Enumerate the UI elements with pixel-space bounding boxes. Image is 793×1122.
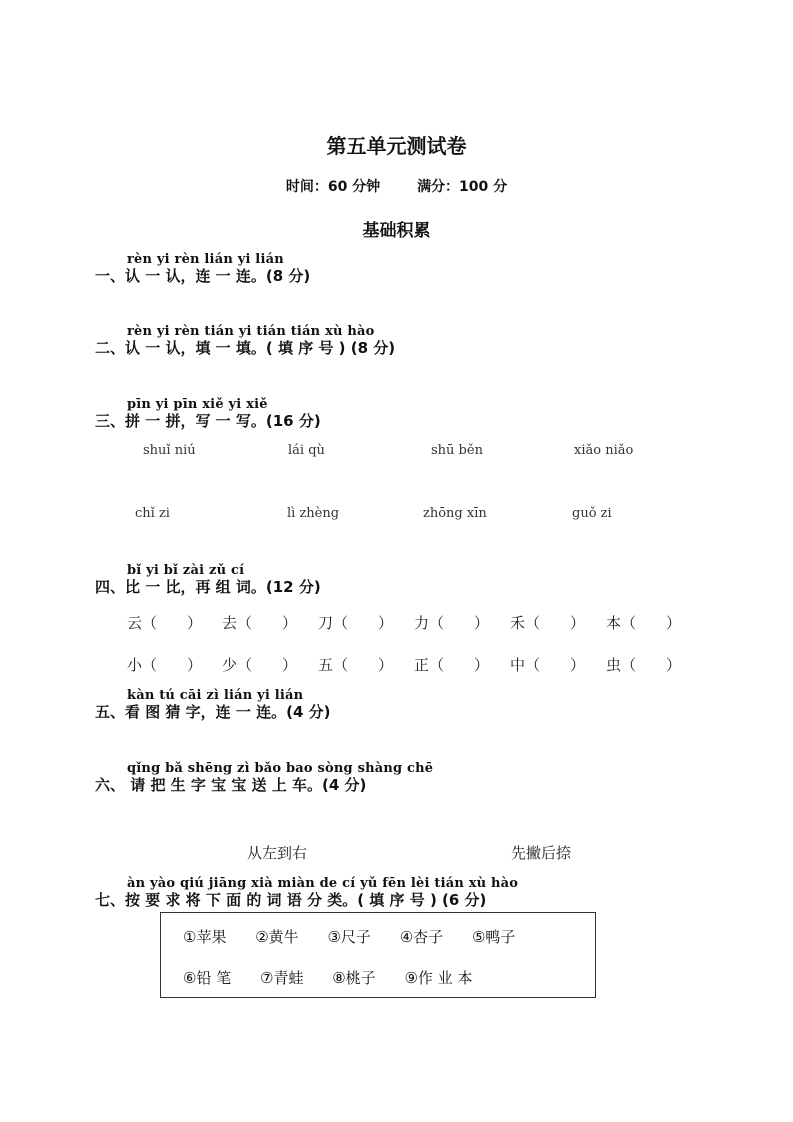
word-item: ⑧桃子 xyxy=(332,969,376,987)
word-item: ④杏子 xyxy=(399,928,444,946)
pinyin-item: zhōng xīn xyxy=(423,506,487,521)
question-text: 一、认 一 认，连 一 连。(8 分) xyxy=(95,267,311,285)
question-text: 六、 请 把 生 字 宝 宝 送 上 车。(4 分) xyxy=(95,776,367,794)
pinyin-item: chǐ zi xyxy=(135,506,170,521)
word-item: ⑤鸭子 xyxy=(471,928,516,946)
word-bank-row xyxy=(183,926,539,947)
word-blank: 五（ ） xyxy=(318,656,394,674)
word-blank: 力（ ） xyxy=(414,614,490,632)
page-title: 第五单元测试卷 xyxy=(326,134,467,158)
word-blank: 禾（ ） xyxy=(510,614,586,632)
word-blank: 中（ ） xyxy=(510,656,586,674)
question-text: 七、按 要 求 将 下 面 的 词 语 分 类。( 填 序 号 ) (6 分) xyxy=(95,891,487,909)
pinyin-item: guǒ zi xyxy=(572,506,612,521)
pinyin-item: shū běn xyxy=(431,443,483,458)
question-text: 五、看 图 猜 字，连 一 连。(4 分) xyxy=(95,703,331,721)
question-text: 二、认 一 认，填 一 填。( 填 序 号 ) (8 分) xyxy=(95,339,396,357)
word-blank: 虫（ ） xyxy=(606,656,682,674)
full-score: 满分：100 分 xyxy=(417,179,508,195)
section-heading: 基础积累 xyxy=(362,221,431,241)
question-pinyin: pīn yi pīn xiě yi xiě xyxy=(127,397,268,412)
word-blank: 云（ ） xyxy=(127,614,203,632)
question-text: 三、拼 一 拼，写 一 写。(16 分) xyxy=(95,412,321,430)
word-item: ③尺子 xyxy=(327,928,371,946)
word-item: ⑦青蛙 xyxy=(260,969,304,987)
pinyin-item: lái qù xyxy=(288,443,325,458)
stroke-rule-label: 从左到右 xyxy=(247,844,308,862)
word-blank: 刀（ ） xyxy=(318,614,394,632)
pinyin-item: shuǐ niú xyxy=(143,443,196,458)
word-blank: 小（ ） xyxy=(127,656,203,674)
question-pinyin: àn yào qiú jiāng xià miàn de cí yǔ fēn lèi tián xù hào xyxy=(127,876,519,891)
question-pinyin: bǐ yi bǐ zài zǔ cí xyxy=(127,563,245,578)
word-item: ②黄牛 xyxy=(255,928,299,946)
word-blank: 正（ ） xyxy=(414,656,490,674)
question-text: 四、比 一 比，再 组 词。(12 分) xyxy=(95,578,321,596)
question-pinyin: rèn yi rèn lián yi lián xyxy=(127,252,284,267)
word-bank-box xyxy=(160,912,596,998)
question-pinyin: rèn yi rèn tián yi tián tián xù hào xyxy=(127,324,375,339)
word-blank: 去（ ） xyxy=(222,614,298,632)
question-pinyin: kàn tú cāi zì lián yi lián xyxy=(127,688,304,703)
exam-info xyxy=(0,176,793,196)
word-blank: 本（ ） xyxy=(606,614,682,632)
word-blank: 少（ ） xyxy=(222,656,298,674)
word-item: ⑥铅 笔 xyxy=(183,969,232,987)
time-limit: 时间：60 分钟 xyxy=(285,179,381,195)
word-item: ⑨作 业 本 xyxy=(404,969,473,987)
question-pinyin: qǐng bǎ shēng zì bǎo bao sòng shàng chē xyxy=(127,761,434,776)
pinyin-item: xiǎo niǎo xyxy=(574,443,634,458)
word-bank-row xyxy=(183,967,496,988)
pinyin-item: lì zhèng xyxy=(287,506,340,521)
word-item: ①苹果 xyxy=(183,928,227,946)
stroke-rule-label: 先撇后捺 xyxy=(511,844,572,862)
